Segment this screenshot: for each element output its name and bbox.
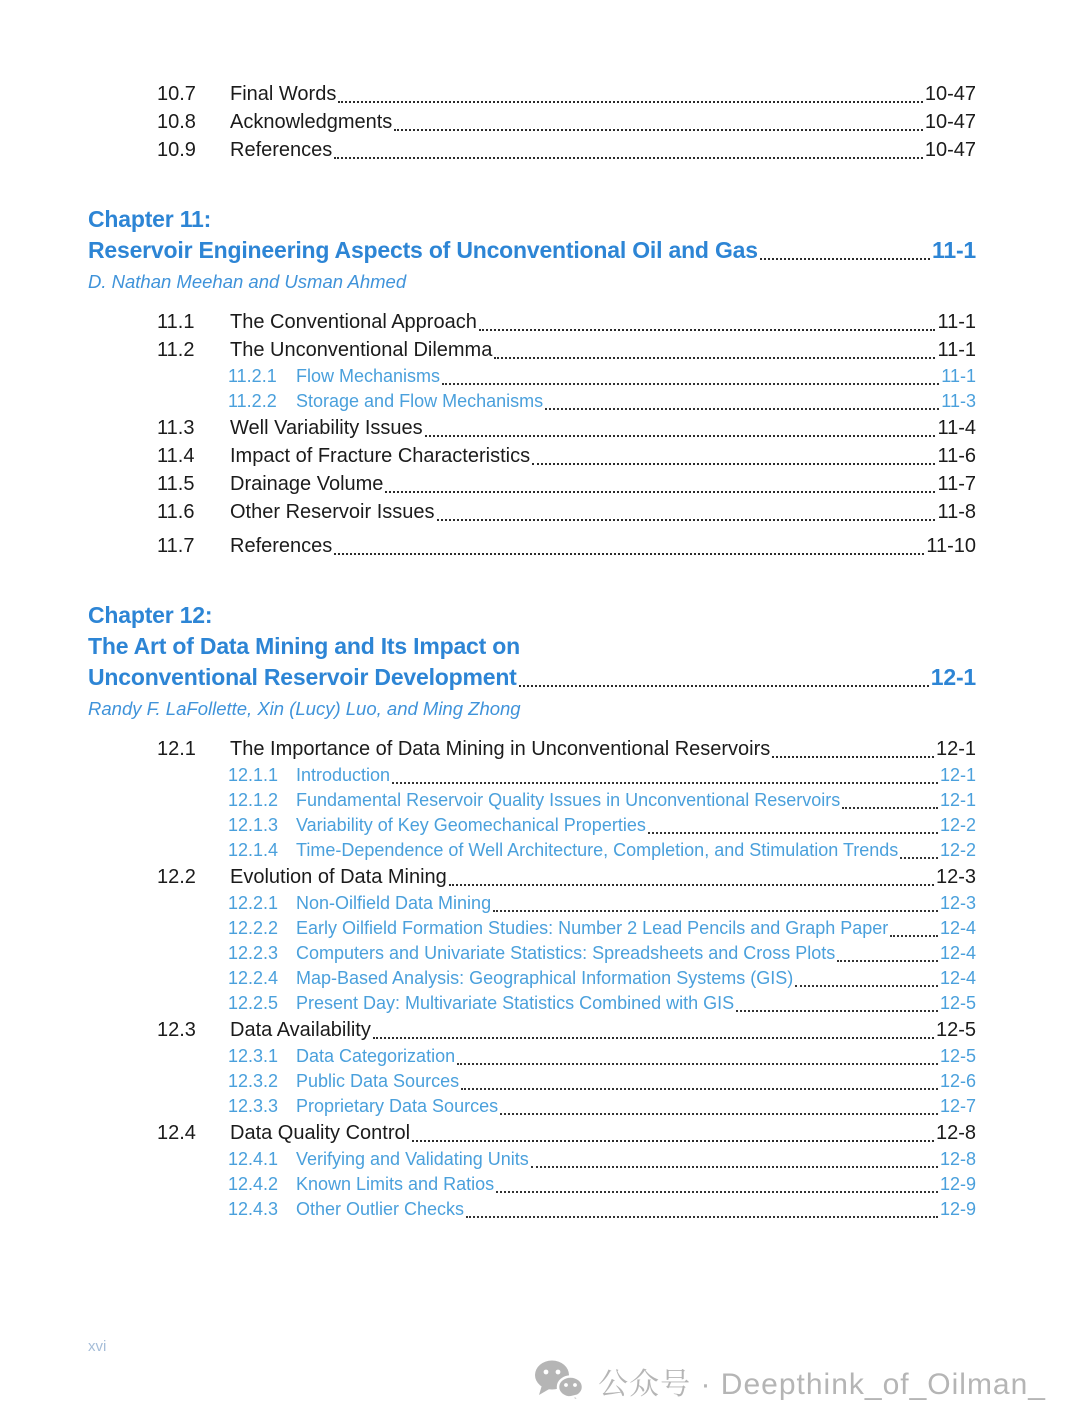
dotted-leader: [412, 1140, 934, 1142]
page-number: 12-2: [939, 815, 976, 835]
section-number: 11.2.1: [228, 366, 277, 386]
page-number: 12-5: [939, 1046, 976, 1066]
page-number: 12-2: [939, 840, 976, 860]
dotted-leader: [437, 519, 936, 521]
dotted-leader: [461, 1088, 938, 1090]
section-number: 12.1: [157, 738, 196, 760]
section-number: 11.4: [157, 445, 195, 467]
section-title: Drainage Volume: [230, 473, 384, 495]
section-title: Known Limits and Ratios: [296, 1174, 495, 1194]
dotted-leader: [392, 782, 938, 784]
dotted-leader: [795, 985, 938, 987]
dotted-leader: [532, 463, 935, 465]
page-number: 11-4: [937, 417, 976, 439]
section-title: Data Quality Control: [230, 1122, 411, 1144]
section-number: 12.1.2: [228, 790, 279, 810]
chapter-page-number: 11-1: [932, 237, 976, 263]
toc-content: [88, 80, 976, 1222]
dotted-leader: [494, 357, 935, 359]
toc-subentry: [88, 1197, 976, 1222]
section-number: 12.2.1: [228, 893, 279, 913]
section-number: 12.1.1: [228, 765, 279, 785]
dotted-leader: [890, 935, 938, 937]
toc-subentry: [88, 891, 976, 916]
wechat-icon: [533, 1358, 585, 1403]
section-title: Data Categorization: [296, 1046, 456, 1066]
toc-subentry: [88, 1069, 976, 1094]
toc-subentry: [88, 916, 976, 941]
page-number: 12-3: [935, 866, 976, 888]
toc-subentry: [88, 838, 976, 863]
page-number: 11-3: [941, 391, 976, 411]
section-number: 12.4.3: [228, 1199, 279, 1219]
section-title: Public Data Sources: [296, 1071, 460, 1091]
chapter-11-block: [88, 204, 976, 560]
page-number: 12-7: [939, 1096, 976, 1116]
page-number: 12-5: [935, 1019, 976, 1041]
chapter-title-row: [88, 662, 976, 693]
dotted-leader: [457, 1063, 938, 1065]
dotted-leader: [842, 807, 938, 809]
section-number: 12.1.4: [228, 840, 279, 860]
dotted-leader: [466, 1216, 938, 1218]
toc-subentry: [88, 788, 976, 813]
section-number: 10.8: [157, 111, 196, 133]
section-number: 12.2.2: [228, 918, 279, 938]
section-number: 12.3.1: [228, 1046, 279, 1066]
section-title: Computers and Univariate Statistics: Spreadsheets and Cross Plots: [296, 943, 836, 963]
toc-entry: [88, 442, 976, 470]
dotted-leader: [772, 756, 934, 758]
page-number: 12-1: [939, 790, 976, 810]
section-title: Impact of Fracture Characteristics: [230, 445, 531, 467]
section-number: 12.4.2: [228, 1174, 279, 1194]
section-number: 11.1: [157, 311, 195, 333]
toc-entry: [88, 336, 976, 364]
toc-entry: [88, 498, 976, 526]
page-number: 12-6: [939, 1071, 976, 1091]
toc-subentry: [88, 763, 976, 788]
dotted-leader: [648, 832, 938, 834]
page-number: 12-5: [939, 993, 976, 1013]
chapter-title: Reservoir Engineering Aspects of Unconventional Oil and Gas: [88, 237, 758, 263]
section-number: 11.6: [157, 501, 195, 523]
page-number: 11-1: [937, 339, 976, 361]
toc-entry: [88, 80, 976, 108]
dotted-leader: [900, 857, 938, 859]
page-number: 11-7: [937, 473, 976, 495]
page-number: 12-1: [939, 765, 976, 785]
page-number: 12-4: [939, 943, 976, 963]
dotted-leader: [837, 960, 938, 962]
toc-subentry: [88, 941, 976, 966]
section-title: Storage and Flow Mechanisms: [296, 391, 544, 411]
toc-subentry: [88, 1172, 976, 1197]
section-title: References: [230, 535, 333, 557]
chapter-label: Chapter 12:: [88, 602, 213, 628]
toc-subentry: [88, 1094, 976, 1119]
section-number: 12.3: [157, 1019, 196, 1041]
section-title: The Conventional Approach: [230, 311, 477, 333]
dotted-leader: [338, 101, 923, 103]
page-number: 12-8: [939, 1149, 976, 1169]
section-number: 11.2: [157, 339, 195, 361]
dotted-leader: [425, 435, 936, 437]
page-number: 12-4: [939, 918, 976, 938]
chapter-title-line-2: Unconventional Reservoir Development: [88, 664, 517, 690]
section-number: 12.2: [157, 866, 196, 888]
section-title: Early Oilfield Formation Studies: Number 2 Lead Pencils and Graph Paper: [296, 918, 889, 938]
toc-subentry: [88, 991, 976, 1016]
section-number: 10.9: [157, 139, 196, 161]
section-title: Verifying and Validating Units: [296, 1149, 529, 1169]
section-title: Other Reservoir Issues: [230, 501, 435, 523]
section-number: 11.3: [157, 417, 195, 439]
section-title: Proprietary Data Sources: [296, 1096, 499, 1116]
chapter-authors: Randy F. LaFollette, Xin (Lucy) Luo, and Ming Zhong: [88, 698, 521, 719]
chapter-label: Chapter 11:: [88, 206, 212, 232]
dotted-leader: [334, 553, 924, 555]
toc-entry: [88, 108, 976, 136]
toc-entry: [88, 136, 976, 164]
toc-subentry: [88, 1044, 976, 1069]
section-title: Introduction: [296, 765, 391, 785]
dotted-leader: [449, 884, 934, 886]
section-title: Flow Mechanisms: [296, 366, 441, 386]
section-number: 11.2.2: [228, 391, 277, 411]
section-title: The Importance of Data Mining in Unconventional Reservoirs: [230, 738, 771, 760]
page-folio: xvi: [88, 1338, 107, 1355]
section-title: Map-Based Analysis: Geographical Information Systems (GIS): [296, 968, 794, 988]
page-number: 12-3: [939, 893, 976, 913]
page-number: 11-8: [937, 501, 976, 523]
toc-entry: [88, 1119, 976, 1147]
section-title: Final Words: [230, 83, 337, 105]
section-number: 12.2.5: [228, 993, 279, 1013]
watermark-text: 公众号 · Deepthink_of_Oilman_: [598, 1367, 1046, 1401]
page-number: 11-10: [926, 535, 976, 557]
section-title: Data Availability: [230, 1019, 371, 1041]
page-number: 10-47: [924, 83, 976, 105]
toc-subentry: [88, 364, 976, 389]
chapter-12-block: [88, 600, 976, 1222]
section-title: Present Day: Multivariate Statistics Combined with GIS: [296, 993, 735, 1013]
section-number: 12.3.3: [228, 1096, 279, 1116]
dotted-leader: [442, 383, 939, 385]
dotted-leader: [334, 157, 923, 159]
toc-entry: [88, 735, 976, 763]
section-title: Evolution of Data Mining: [230, 866, 447, 888]
chapter-page-number: 12-1: [930, 664, 976, 690]
section-number: 12.4: [157, 1122, 196, 1144]
section-number: 12.2.3: [228, 943, 279, 963]
dotted-leader: [519, 685, 929, 687]
section-number: 12.4.1: [228, 1149, 279, 1169]
page-number: 12-9: [939, 1199, 976, 1219]
dotted-leader: [493, 910, 938, 912]
page-number: 12-1: [935, 738, 976, 760]
toc-entry: [88, 308, 976, 336]
page-number: 11-6: [937, 445, 976, 467]
section-title: Acknowledgments: [230, 111, 393, 133]
page-number: 10-47: [924, 139, 976, 161]
toc-entry: [88, 532, 976, 560]
section-title: Variability of Key Geomechanical Properties: [296, 815, 646, 835]
toc-entry: [88, 414, 976, 442]
toc-subentry: [88, 389, 976, 414]
chapter-authors: D. Nathan Meehan and Usman Ahmed: [88, 271, 407, 292]
dotted-leader: [496, 1191, 938, 1193]
dotted-leader: [373, 1037, 934, 1039]
dotted-leader: [500, 1113, 938, 1115]
page-number: 11-1: [941, 366, 976, 386]
section-number: 11.5: [157, 473, 195, 495]
page-number: 12-9: [939, 1174, 976, 1194]
toc-subentry: [88, 813, 976, 838]
toc-entry: [88, 863, 976, 891]
toc-subentry: [88, 966, 976, 991]
section-title: References: [230, 139, 333, 161]
chapter-title-line-1: The Art of Data Mining and Its Impact on: [88, 633, 520, 659]
section-title: The Unconventional Dilemma: [230, 339, 493, 361]
page-number: 11-1: [937, 311, 976, 333]
section-title: Other Outlier Checks: [296, 1199, 465, 1219]
section-number: 12.1.3: [228, 815, 279, 835]
watermark: [533, 1358, 1046, 1403]
toc-subentry: [88, 1147, 976, 1172]
section-title: Non-Oilfield Data Mining: [296, 893, 492, 913]
section-title: Fundamental Reservoir Quality Issues in Unconventional Reservoirs: [296, 790, 841, 810]
toc-entry: [88, 470, 976, 498]
section-number: 11.7: [157, 535, 195, 557]
dotted-leader: [385, 491, 935, 493]
dotted-leader: [394, 129, 923, 131]
page-number: 12-4: [939, 968, 976, 988]
section-title: Time-Dependence of Well Architecture, Completion, and Stimulation Trends: [296, 840, 899, 860]
page-number: 10-47: [924, 111, 976, 133]
section-number: 12.3.2: [228, 1071, 279, 1091]
dotted-leader: [545, 408, 939, 410]
chapter-title-row: [88, 235, 976, 266]
section-number: 12.2.4: [228, 968, 279, 988]
dotted-leader: [736, 1010, 938, 1012]
section-number: 10.7: [157, 83, 196, 105]
dotted-leader: [479, 329, 936, 331]
toc-entry: [88, 1016, 976, 1044]
dotted-leader: [531, 1166, 938, 1168]
page-number: 12-8: [935, 1122, 976, 1144]
section-title: Well Variability Issues: [230, 417, 423, 439]
dotted-leader: [760, 258, 930, 260]
